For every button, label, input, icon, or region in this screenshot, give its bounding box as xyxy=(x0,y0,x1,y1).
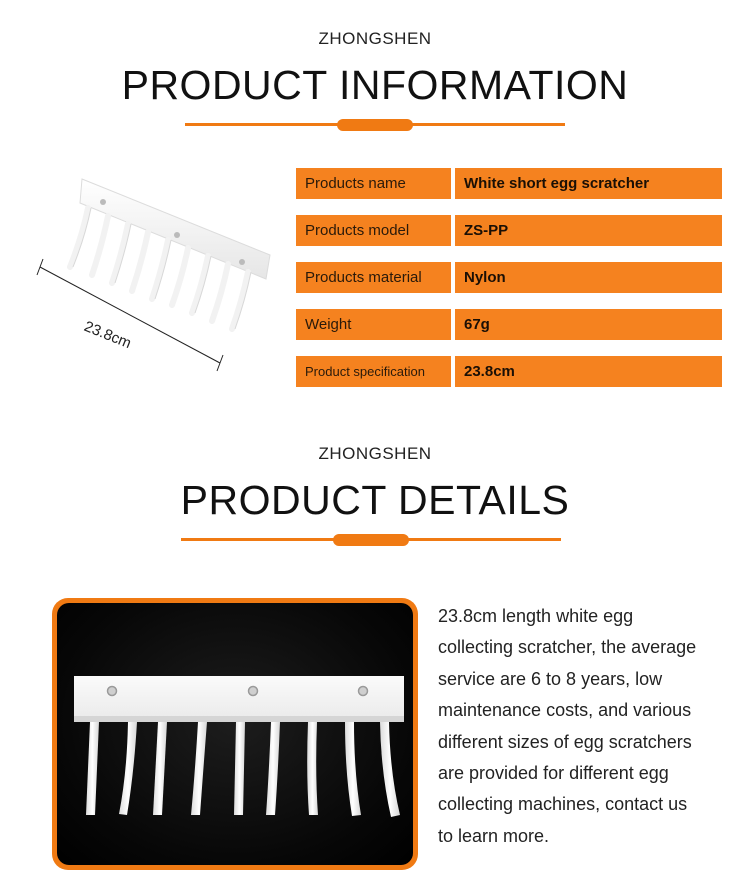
spec-label: Products material xyxy=(296,262,451,293)
description-line: maintenance costs, and various xyxy=(438,700,692,721)
description-line: collecting machines, contact us xyxy=(438,794,688,815)
spec-label: Product specification xyxy=(296,356,451,387)
spec-label: Products model xyxy=(296,215,451,246)
dimension-label: 23.8cm xyxy=(81,318,134,353)
spec-row-model xyxy=(296,215,722,246)
description-line: are provided for different egg xyxy=(438,763,669,784)
egg-scratcher-photo xyxy=(57,603,413,865)
product-sketch-image xyxy=(30,175,280,375)
spec-row-weight xyxy=(296,309,722,340)
spec-row-material xyxy=(296,262,722,293)
spec-value: Nylon xyxy=(455,262,722,293)
spec-label: Weight xyxy=(296,309,451,340)
section-title-information: PRODUCT INFORMATION xyxy=(121,62,629,108)
spec-value: 23.8cm xyxy=(455,356,722,387)
product-description xyxy=(438,601,730,852)
description-line: to learn more. xyxy=(438,825,550,846)
section-title-details: PRODUCT DETAILS xyxy=(180,477,570,523)
description-line: service are 6 to 8 years, low xyxy=(438,668,663,689)
description-line: collecting scratcher, the average xyxy=(438,637,697,658)
title-divider-accent xyxy=(337,119,413,131)
spec-row-specification xyxy=(296,356,722,387)
brand-name: ZHONGSHEN xyxy=(318,29,432,48)
spec-label: Products name xyxy=(296,168,451,199)
details-divider-accent xyxy=(333,534,409,546)
brand-name-details: ZHONGSHEN xyxy=(318,444,432,463)
spec-value: 67g xyxy=(455,309,722,340)
description-line: different sizes of egg scratchers xyxy=(438,731,692,752)
product-photo xyxy=(57,603,413,865)
description-line: 23.8cm length white egg xyxy=(438,606,634,626)
spec-value: White short egg scratcher xyxy=(455,168,722,199)
spec-row-name xyxy=(296,168,722,199)
product-photo-frame xyxy=(52,598,418,870)
spec-value: ZS-PP xyxy=(455,215,722,246)
